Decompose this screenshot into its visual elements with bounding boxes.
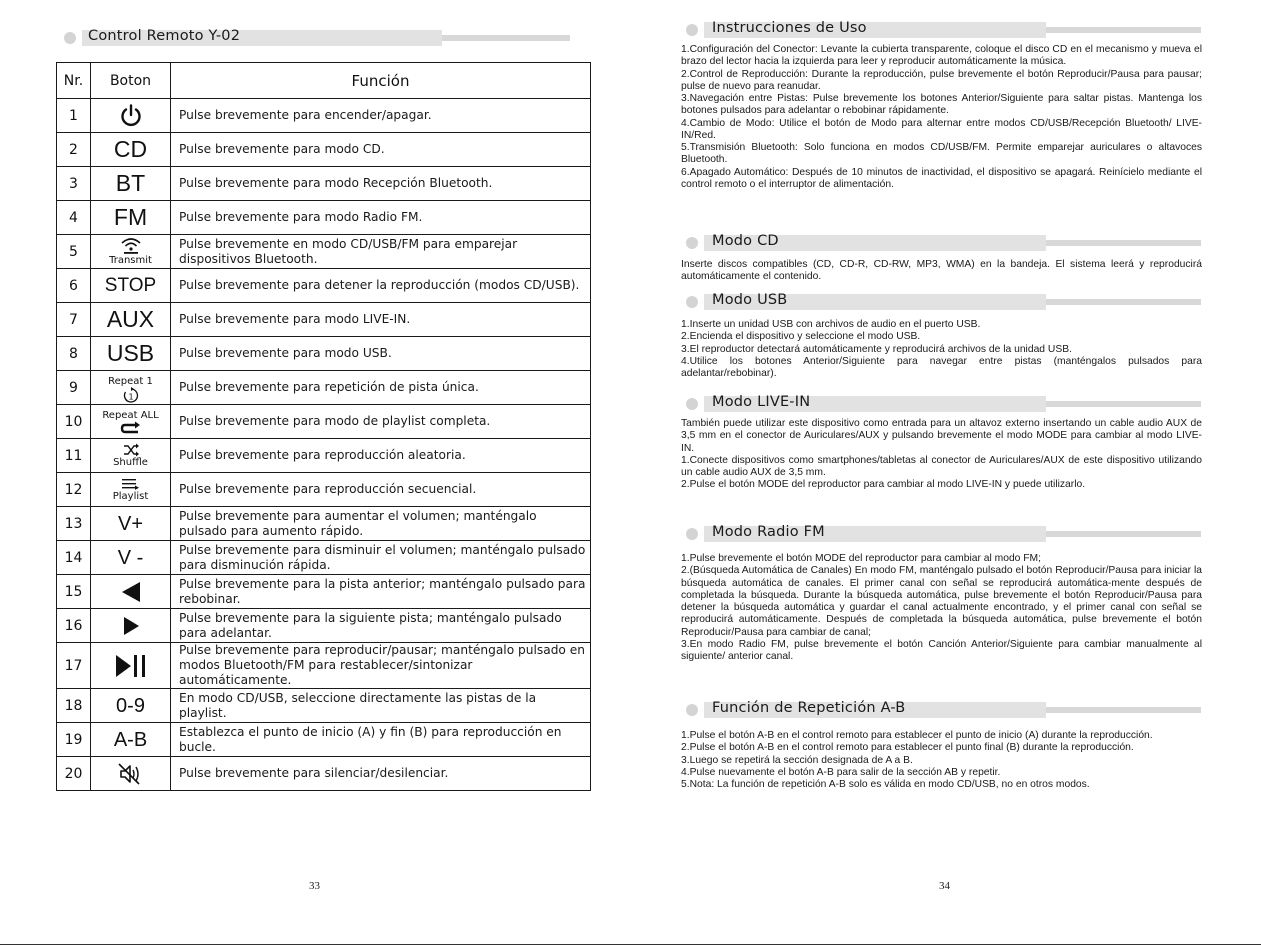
paragraph: 3.Luego se repetirá la sección designada de A a B. [681, 754, 913, 766]
button-cell [91, 689, 171, 723]
row-number: 3 [57, 167, 91, 201]
section-body-instructions [681, 44, 1202, 191]
section-body-livein [681, 418, 1202, 492]
page-number: 33 [309, 880, 320, 892]
row-number: 17 [57, 643, 91, 689]
section-body-usb [681, 319, 1202, 380]
row-number: 12 [57, 473, 91, 507]
table-row [57, 439, 591, 473]
section-title: Modo LIVE-IN [712, 394, 811, 410]
playlist-icon [120, 477, 140, 491]
function-text: Pulse brevemente para modo Recepción Bluetooth. [171, 167, 591, 201]
button-cell [91, 269, 171, 303]
page-number: 34 [939, 880, 950, 892]
function-text: Pulse brevemente para encender/apagar. [171, 99, 591, 133]
function-text: Pulse brevemente para modo de playlist completa. [171, 405, 591, 439]
table-row [57, 133, 591, 167]
button-cell [91, 167, 171, 201]
row-number: 18 [57, 689, 91, 723]
button-cell [91, 643, 171, 689]
row-number: 10 [57, 405, 91, 439]
section-body-cd [681, 259, 1202, 284]
table-row [57, 405, 591, 439]
repeat-all-icon [119, 421, 143, 437]
button-label: STOP [104, 275, 157, 296]
row-number: 5 [57, 235, 91, 269]
table-row [57, 507, 591, 541]
paragraph: 5.Transmisión Bluetooth: Solo funciona en modos CD/USB/FM. Permite emparejar auriculares o altavoces Bluetooth. [681, 142, 1202, 166]
header-funcion: Función [171, 63, 591, 99]
function-text: Pulse brevemente para aumentar el volumen; manténgalo pulsado para aumento rápido. [171, 507, 591, 541]
row-number: 13 [57, 507, 91, 541]
table-row [57, 235, 591, 269]
title-rule [1046, 27, 1201, 33]
paragraph: 3.El reproductor detectará automáticamente y reproducirá archivos de la unidad USB. [681, 343, 1072, 355]
function-text: Pulse brevemente para detener la reproducción (modos CD/USB). [171, 269, 591, 303]
paragraph: También puede utilizar este dispositivo como entrada para un altavoz externo insertando un cable audio AUX de 3,5 mm en el conector de Auriculares/AUX y pulsando brevemente el modo MODE para cambiar al modo LIVE-IN. [681, 418, 1202, 454]
row-number: 19 [57, 723, 91, 757]
table-row [57, 269, 591, 303]
row-number: 15 [57, 575, 91, 609]
function-text: Pulse brevemente para modo Radio FM. [171, 201, 591, 235]
paragraph: 1.Pulse el botón A-B en el control remoto para establecer el punto de inicio (A) durante la reproducción. [681, 730, 1153, 741]
button-cell [91, 439, 171, 473]
button-label: AUX [106, 306, 155, 332]
row-number: 16 [57, 609, 91, 643]
button-caption: Playlist [112, 491, 149, 502]
paragraph: 4.Utilice los botones Anterior/Siguiente para navegar entre pistas (manténgalos pulsados para adelantar/rebobinar). [681, 355, 1202, 379]
table-row [57, 643, 591, 689]
paragraph: 4.Cambio de Modo: Utilice el botón de Modo para alternar entre modos CD/USB/Recepción Bluetooth/ LIVE-IN/Red. [681, 117, 1202, 141]
paragraph: 2.Pulse el botón MODE del reproductor para cambiar al modo LIVE-IN y puede utilizarlo. [681, 479, 1086, 491]
button-cell [91, 575, 171, 609]
table-row [57, 167, 591, 201]
title-rule [1046, 707, 1201, 713]
paragraph: 2.(Búsqueda Automática de Canales) En modo FM, manténgalo pulsado el botón Reproducir/Pausa para iniciar la búsqueda automática de canales. El primer canal con señal se reproducirá automática-mente después de completada la búsqueda. Durante la búsqueda automática, pulse brevemente el botón Reproducir/Pausa para detener la búsqueda automática y guardar el canal actualmente encontrado, y el primer canal con señal se reproducirá automáticamente. Después de completada la búsqueda automática, pulse brevemente el botón Reproducir/Pausa para cambiar de canal; [681, 565, 1202, 638]
button-cell [91, 99, 171, 133]
button-label: V+ [117, 512, 144, 535]
section-header-usb [686, 293, 1201, 311]
title-rule [1046, 299, 1201, 305]
power-icon [119, 104, 143, 128]
function-text: Pulse brevemente para reproducción secuencial. [171, 473, 591, 507]
button-caption: Transmit [109, 255, 152, 266]
button-cell [91, 337, 171, 371]
table-row [57, 99, 591, 133]
bottom-rule [0, 944, 1261, 945]
bullet-dot [686, 398, 698, 410]
function-text: Pulse brevemente para modo CD. [171, 133, 591, 167]
table-row [57, 303, 591, 337]
button-cell [91, 371, 171, 405]
table-row [57, 757, 591, 791]
button-cell [91, 303, 171, 337]
title-rule [1046, 531, 1201, 537]
section-header-instructions [686, 21, 1201, 39]
row-number: 9 [57, 371, 91, 405]
section-title: Modo CD [712, 233, 779, 249]
row-number: 2 [57, 133, 91, 167]
paragraph: 1.Conecte dispositivos como smartphones/tabletas al conector de Auriculares/AUX de este dispositivo utilizando un cable audio AUX de 3,5 mm. [681, 454, 1202, 478]
function-text: Establezca el punto de inicio (A) y fin (B) para reproducción en bucle. [171, 723, 591, 757]
bullet-dot [686, 24, 698, 36]
function-text: Pulse brevemente para reproducción aleatoria. [171, 439, 591, 473]
next-icon [121, 615, 141, 637]
function-text: Pulse brevemente para modo USB. [171, 337, 591, 371]
paragraph: 1.Pulse brevemente el botón MODE del reproductor para cambiar al modo FM; [681, 553, 1041, 564]
bullet-dot [64, 32, 76, 44]
section-header-cd [686, 234, 1201, 252]
section-header-livein [686, 395, 1201, 413]
function-text: En modo CD/USB, seleccione directamente las pistas de la playlist. [171, 689, 591, 723]
transmit-icon [119, 237, 143, 255]
function-text: Pulse brevemente para la siguiente pista; manténgalo pulsado para adelantar. [171, 609, 591, 643]
paragraph: 6.Apagado Automático: Después de 10 minutos de inactividad, el dispositivo se apagará. Reinícielo mediante el control remoto o el interruptor de alimentación. [681, 166, 1202, 190]
paragraph: 3.Navegación entre Pistas: Pulse brevemente los botones Anterior/Siguiente para saltar pistas. Mantenga los botones pulsados para adelantar o rebobinar rápidamente. [681, 93, 1202, 117]
row-number: 4 [57, 201, 91, 235]
button-cell [91, 507, 171, 541]
section-title: Instrucciones de Uso [712, 20, 867, 36]
bullet-dot [686, 528, 698, 540]
button-label: BT [115, 170, 146, 196]
button-label: V - [117, 546, 144, 569]
paragraph: 3.En modo Radio FM, pulse brevemente el botón Canción Anterior/Siguiente para cambiar manualmente al siguiente/ anterior canal. [681, 638, 1202, 662]
row-number: 8 [57, 337, 91, 371]
shuffle-icon [122, 443, 140, 457]
left-page [0, 0, 630, 946]
section-title: Función de Repetición A-B [712, 700, 906, 716]
row-number: 1 [57, 99, 91, 133]
play-pause-icon [114, 653, 148, 679]
table-row [57, 541, 591, 575]
section-header-ab-repeat [686, 701, 1201, 719]
table-row [57, 371, 591, 405]
remote-button-table [56, 62, 591, 791]
section-body-ab-repeat [681, 730, 1202, 791]
bullet-dot [686, 237, 698, 249]
bullet-dot [686, 704, 698, 716]
section-body-fm [681, 553, 1202, 663]
table-row [57, 609, 591, 643]
paragraph: 1.Inserte un unidad USB con archivos de audio en el puerto USB. [681, 319, 981, 330]
section-header-fm [686, 525, 1201, 543]
row-number: 7 [57, 303, 91, 337]
table-row [57, 575, 591, 609]
title-rule [442, 35, 570, 41]
paragraph: Inserte discos compatibles (CD, CD-R, CD-RW, MP3, WMA) en la bandeja. El sistema leerá y reproducirá automáticamente el contenido. [681, 259, 1202, 283]
paragraph: 4.Pulse nuevamente el botón A-B para salir de la sección AB y repetir. [681, 766, 1001, 778]
table-row [57, 723, 591, 757]
button-cell [91, 609, 171, 643]
button-label: 0-9 [116, 694, 145, 717]
button-caption: Repeat 1 [108, 375, 153, 387]
button-label: FM [113, 204, 148, 230]
table-header-row [57, 63, 591, 99]
table-row [57, 689, 591, 723]
button-caption: Shuffle [113, 457, 148, 468]
function-text: Pulse brevemente en modo CD/USB/FM para emparejar dispositivos Bluetooth. [171, 235, 591, 269]
repeat-one-icon [122, 387, 140, 404]
function-text: Pulse brevemente para modo LIVE-IN. [171, 303, 591, 337]
row-number: 14 [57, 541, 91, 575]
function-text: Pulse brevemente para reproducir/pausar; manténgalo pulsado en modos Bluetooth/FM para restablecer/sintonizar automáticamente. [171, 643, 591, 689]
function-text: Pulse brevemente para repetición de pista única. [171, 371, 591, 405]
bullet-dot [686, 296, 698, 308]
header-boton: Boton [91, 63, 171, 99]
table-row [57, 337, 591, 371]
paragraph: 1.Configuración del Conector: Levante la cubierta transparente, coloque el disco CD en el mecanismo y mueva el brazo del lector hacia la izquierda para leer y reproducir automáticamente la música. [681, 44, 1202, 68]
paragraph: 2.Control de Reproducción: Durante la reproducción, pulse brevemente el botón Reproducir/Pausa para pausar; pulse de nuevo para reanudar. [681, 68, 1202, 92]
section-title: Modo Radio FM [712, 524, 825, 540]
button-cell [91, 405, 171, 439]
paragraph: 5.Nota: La función de repetición A-B solo es válida en modo CD/USB, no en otros modos. [681, 779, 1090, 790]
button-caption: Repeat ALL [102, 410, 159, 421]
button-cell [91, 201, 171, 235]
table-row [57, 473, 591, 507]
paragraph: 2.Pulse el botón A-B en el control remoto para establecer el punto final (B) durante la reproducción. [681, 742, 1134, 754]
remote-section-title: Control Remoto Y-02 [88, 28, 241, 44]
section-title: Modo USB [712, 292, 788, 308]
title-rule [1046, 240, 1201, 246]
row-number: 11 [57, 439, 91, 473]
row-number: 20 [57, 757, 91, 791]
function-text: Pulse brevemente para disminuir el volumen; manténgalo pulsado para disminución rápida. [171, 541, 591, 575]
button-cell [91, 133, 171, 167]
button-cell [91, 541, 171, 575]
svg-text:1: 1 [127, 392, 134, 401]
button-label: USB [106, 340, 155, 366]
function-text: Pulse brevemente para silenciar/desilenciar. [171, 757, 591, 791]
title-rule [1046, 401, 1201, 407]
button-label: CD [113, 136, 148, 162]
right-page [630, 0, 1261, 946]
mute-icon [118, 763, 144, 785]
function-text: Pulse brevemente para la pista anterior; manténgalo pulsado para rebobinar. [171, 575, 591, 609]
button-cell [91, 235, 171, 269]
remote-section-header [64, 29, 570, 47]
paragraph: 2.Encienda el dispositivo y seleccione el modo USB. [681, 331, 921, 343]
button-label: A-B [113, 728, 148, 751]
table-row [57, 201, 591, 235]
previous-icon [119, 580, 143, 604]
button-cell [91, 723, 171, 757]
header-nr: Nr. [57, 63, 91, 99]
button-cell [91, 757, 171, 791]
button-cell [91, 473, 171, 507]
row-number: 6 [57, 269, 91, 303]
